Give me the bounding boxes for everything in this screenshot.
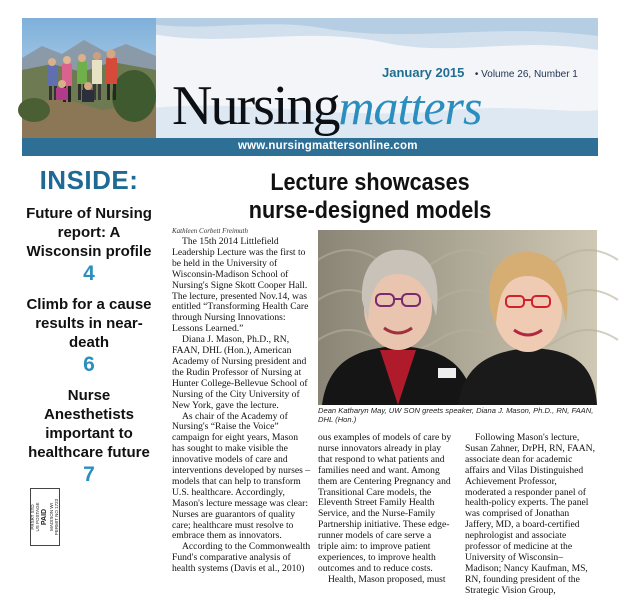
article-byline: Kathleen Corbett Freimuth xyxy=(172,227,248,235)
sidebar-item-page: 4 xyxy=(83,262,95,285)
article-column-2 xyxy=(318,433,452,586)
sidebar-item-page: 6 xyxy=(83,353,95,376)
publication-title xyxy=(172,74,481,138)
sidebar-item-headline: Climb for a cause results in near-death xyxy=(26,296,152,351)
paragraph: ous examples of models of care by nurse innovators already in play that respond to what patients and families need and want. Among them are Centering Pregnancy and Transitional Care models, the Eleventh Street Family Health Service, and the Nurse-Family Partnership initiative. These edge-runner models of care serve a triple aim: to improve patient experiences, to improve health outcomes and to reduce costs. xyxy=(318,432,452,574)
website-url[interactable]: www.nursingmattersonline.com xyxy=(238,140,418,152)
postage-indicia xyxy=(30,488,60,546)
postage-paid: PAID xyxy=(41,508,48,526)
postage-line: PERMIT NO 1723 xyxy=(54,498,60,536)
postage-line: PRSRT STD xyxy=(30,504,36,530)
article-photo xyxy=(318,230,597,405)
paragraph: Health, Mason proposed, must xyxy=(328,573,446,585)
postage-line: US POSTAGE xyxy=(35,502,41,532)
inside-sidebar xyxy=(22,164,156,488)
issue-volume: • Volume 26, Number 1 xyxy=(474,69,578,80)
article-column-3 xyxy=(465,433,598,597)
issue-month: January 2015 xyxy=(382,65,465,80)
postage-line: MADISON WI xyxy=(49,503,54,531)
inside-title: INSIDE: xyxy=(39,165,139,195)
hiking-group-photo xyxy=(22,18,156,138)
title-nursing: Nursing xyxy=(172,75,339,137)
photo-caption: Dean Katharyn May, UW SON greets speaker, Diana J. Mason, Ph.D., RN, FAAN, DHL (Hon.) xyxy=(318,406,594,425)
sidebar-item-climb-for-cause[interactable] xyxy=(22,295,156,378)
article-column-1 xyxy=(172,237,312,575)
sidebar-item-nurse-anesthetists[interactable] xyxy=(22,386,156,488)
masthead xyxy=(22,18,598,156)
url-bar xyxy=(22,138,598,156)
article-headline xyxy=(217,169,523,225)
title-matters: matters xyxy=(338,79,482,135)
sidebar-item-future-of-nursing[interactable] xyxy=(22,204,156,287)
paragraph: According to the Commonwealth Fund's comparative analysis of health systems (Davis et al., 2010) xyxy=(172,541,311,575)
paragraph: The 15th 2014 Littlefield Leadership Lecture was the first to be held in the University of Wisconsin-Madison School of Nursing's Signe Skott Cooper Hall. The lecture, presented Nov.14, was entitled “Transforming Health Care through Nursing Innovations: Lessons Learned.” xyxy=(172,236,309,335)
sidebar-item-headline: Nurse Anesthetists important to healthcare future xyxy=(28,387,150,461)
paragraph: As chair of the Academy of Nursing's “Raise the Voice” campaign for eight years, Mason has sought to make visible the innovative models of care and interventions developed by nurses – models that can help to transform U.S. healthcare. Accordingly, Mason's lecture message was clear: Nurses are guarantors of quality care; healthcare must resolve to embrace them as innovators. xyxy=(172,410,311,542)
paragraph: Diana J. Mason, Ph.D., RN, FAAN, DHL (Hon.), American Academy of Nursing president and the Rudin Professor of Nursing at Hunter College-Bellevue School of Nursing of the City University of New York, gave the lecture. xyxy=(172,334,308,411)
headline-line-1: Lecture showcases xyxy=(270,169,470,196)
paragraph: Following Mason's lecture, Susan Zahner, DrPH, RN, FAAN, associate dean for academic affairs and Vilas Distinguished Achievement Professor, moderated a responder panel of health-policy experts. The panel was comprised of Jonathan Jaffery, MD, a board-certified nephrologist and associate professor of medicine at the University of Wisconsin–Madison; Nancy Kaufman, MS, RN, founding president of the Strategic Vision Group, xyxy=(465,432,596,596)
sidebar-item-page: 7 xyxy=(83,463,95,486)
sidebar-item-headline: Future of Nursing report: A Wisconsin profile xyxy=(26,205,152,260)
headline-line-2: nurse-designed models xyxy=(248,197,492,224)
